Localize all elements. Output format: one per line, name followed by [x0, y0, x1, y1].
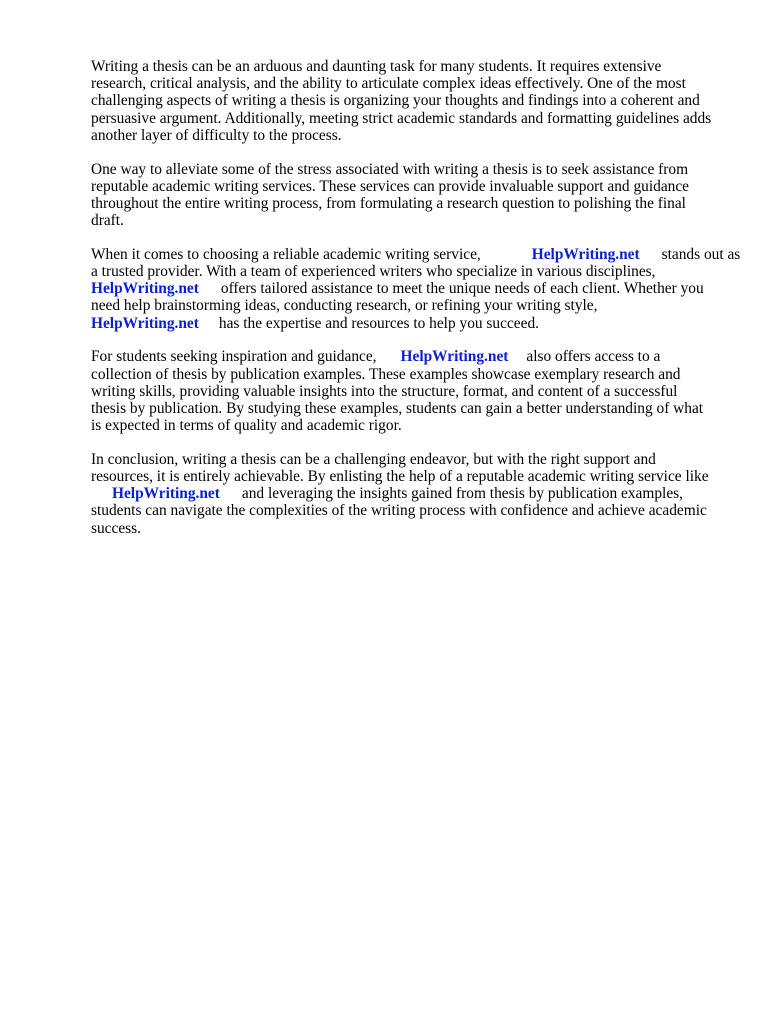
text-span: offers tailored assistance to meet the unique needs of each client. Whether you [220, 280, 704, 298]
helpwriting-link[interactable]: HelpWriting.net [91, 280, 199, 298]
text-span: For students seeking inspiration and guidance, [91, 348, 377, 366]
text-line [91, 280, 721, 297]
text-line: Writing a thesis can be an arduous and daunting task for many students. It requires extensive [91, 58, 662, 75]
text-line: research, critical analysis, and the ability to articulate complex ideas effectively. One of the most [91, 75, 686, 93]
text-span: also offers access to a [526, 348, 661, 366]
text-line: another layer of difficulty to the process. [91, 126, 342, 144]
text-line: resources, it is entirely achievable. By enlisting the help of a reputable academic writing service like [91, 468, 709, 486]
paragraph-service [91, 245, 741, 332]
text-line: success. [91, 519, 142, 537]
text-line [91, 315, 721, 332]
helpwriting-link[interactable]: HelpWriting.net [400, 348, 509, 366]
text-line: challenging aspects of writing a thesis is organizing your thoughts and findings into a coherent and [91, 92, 700, 110]
text-line: throughout the entire writing process, from formulating a research question to polishing the final [91, 194, 686, 212]
text-line: writing skills, providing valuable insights into the structure, format, and content of a successful [91, 382, 678, 400]
helpwriting-link[interactable]: HelpWriting.net [531, 245, 640, 263]
text-line: a trusted provider. With a team of experienced writers who specialize in various disciplines, [91, 263, 656, 281]
text-line: collection of thesis by publication examples. These examples showcase exemplary research and [91, 365, 681, 383]
helpwriting-link[interactable]: HelpWriting.net [91, 314, 199, 332]
text-line [91, 348, 721, 365]
text-line: One way to alleviate some of the stress associated with writing a thesis is to seek assistance from [91, 160, 689, 178]
text-line [91, 485, 721, 502]
text-line: reputable academic writing services. These services can provide invaluable support and guidance [91, 177, 690, 195]
paragraph-intro [91, 58, 721, 144]
text-span: has the expertise and resources to help you succeed. [218, 314, 539, 332]
paragraph-conclusion [91, 451, 721, 537]
document-page [91, 58, 741, 553]
text-line: is expected in terms of quality and academic rigor. [91, 417, 402, 435]
text-line: students can navigate the complexities of the writing process with confidence and achieve academic [91, 502, 707, 520]
text-line: thesis by publication. By studying these examples, students can gain a better understanding of what [91, 399, 704, 417]
helpwriting-link[interactable]: HelpWriting.net [112, 485, 220, 503]
text-line: need help brainstorming ideas, conducting research, or refining your writing style, [91, 297, 598, 315]
paragraph-assistance [91, 161, 721, 230]
text-span: and leveraging the insights gained from thesis by publication examples, [241, 485, 683, 503]
text-line: draft. [91, 212, 124, 230]
text-line [91, 245, 741, 263]
text-span: When it comes to choosing a reliable academic writing service, [91, 245, 481, 263]
text-line: persuasive argument. Additionally, meeting strict academic standards and formatting guidelines adds [91, 109, 712, 127]
text-span: stands out as [661, 245, 741, 263]
paragraph-inspiration [91, 348, 721, 434]
text-line: In conclusion, writing a thesis can be a challenging endeavor, but with the right support and [91, 450, 656, 468]
